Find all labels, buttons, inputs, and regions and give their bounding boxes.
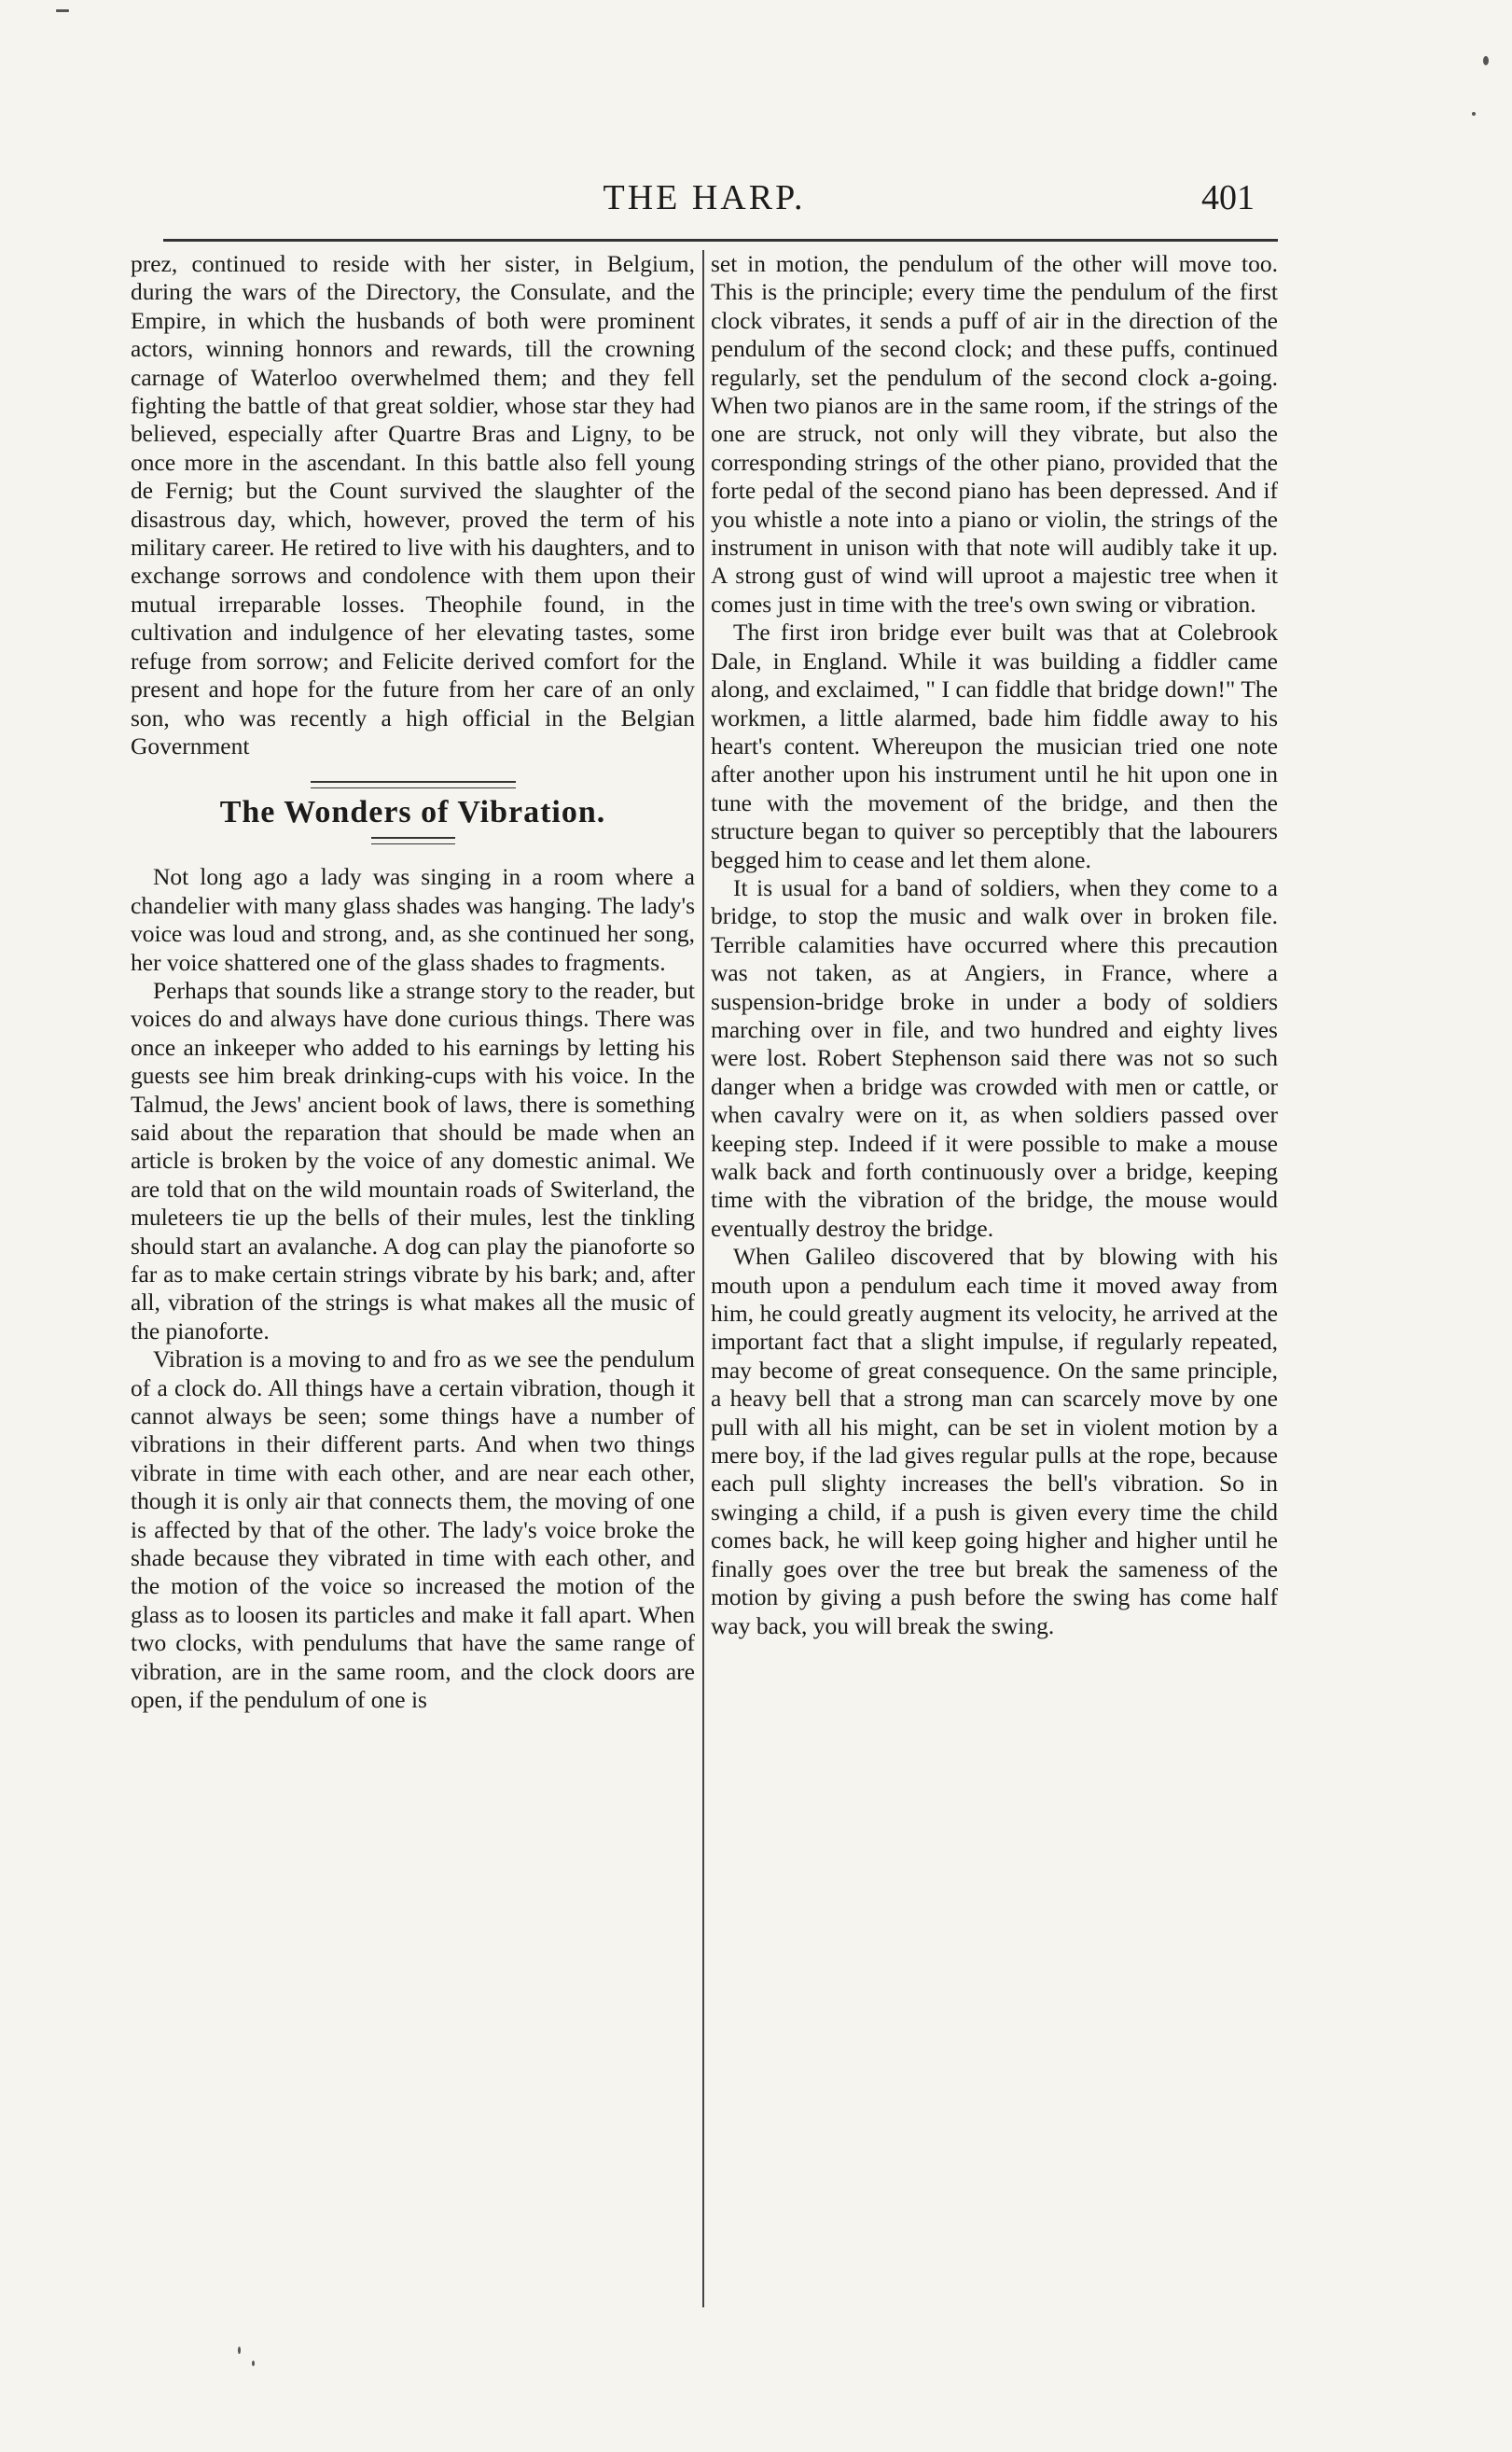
article-paragraph: It is usual for a band of soldiers, when they come to a bridge, to stop the music and walk over in broken file. Terrible calamities have occurred where this precaution was not taken, as at Angiers, in France, where a suspension-bridge broke in under a body of soldiers marching over in file, and two hundred and eighty lives were lost. Robert Stephenson said there was not so such danger when a bridge was crowded with men or cattle, or when cavalry were on it, as when soldiers passed over keeping step. Indeed if it were possible to make a mouse walk back and forth continuously over a bridge, keeping time with the vibration of the bridge, the mouse would eventually destroy the bridge. [711, 873, 1278, 1242]
title-ornament-rule [371, 837, 455, 844]
article-paragraph: Not long ago a lady was singing in a room where a chandelier with many glass shades was hanging. The lady's voice was loud and strong, and, as she continued her song, her voice shattered one of the glass shades to fragments. [131, 863, 695, 976]
article-paragraph: When Galileo discovered that by blowing with his mouth upon a pendulum each time it moved away from him, he could greatly augment its velocity, he arrived at the important fact that a slight impulse, if regularly repeated, may become of great consequence. On the same principle, a heavy bell that a strong man can scarcely move by one pull with all his might, can be set in violent motion by a mere boy, if the lad gives regular pulls at the rope, because each pull slighty increases the bell's vibration. So in swinging a child, if a push is given every time the child comes back, he will keep going higher and higher until he finally goes over the tree but break the sameness of the motion by giving a push before the swing has come half way back, you will break the swing. [711, 1243, 1278, 1639]
article-paragraph: Perhaps that sounds like a strange story to the reader, but voices do and always have done curious things. There was once an inkeeper who added to his earnings by letting his guests see him break drinking-cups with his voice. In the Talmud, the Jews' ancient book of laws, there is something said about the reparation that should be made when an article is broken by the voice of any domestic animal. We are told that on the wild mountain roads of Switerland, the muleteers tie up the bells of their mules, lest the tinkling should start an avalanche. A dog can play the pianoforte so far as to make certain strings vibrate by his bark; and, after all, vibration of the strings is what makes all the music of the pianoforte. [131, 976, 695, 1344]
article-title-block [131, 781, 695, 844]
article-paragraph: set in motion, the pendulum of the other will move too. This is the principle; every time the pendulum of the first clock vibrates, it sends a puff of air in the direction of the pendulum of the second clock; and these puffs, continued regularly, set the pendulum of the second clock a-going. When two pianos are in the same room, if the strings of the one are struck, not only will they vibrate, but also the corresponding strings of the other piano, provided that the forte pedal of the second piano has been depressed. And if you whistle a note into a piano or violin, the strings of the instrument in unison with that note will audibly take it up. A strong gust of wind will uproot a majestic tree when it comes just in time with the tree's own swing or vibration. [711, 250, 1278, 618]
scan-speck [1472, 112, 1476, 116]
continued-paragraph: prez, continued to reside with her sister, in Belgium, during the wars of the Directory, the Consulate, and the Empire, in which the husbands of both were prominent actors, winning honnors and rewards, till the crowning carnage of Waterloo overwhelmed them; and they fell fighting the battle of that great soldier, whose star they had believed, especially after Quartre Bras and Ligny, to be once more in the ascendant. In this battle also fell young de Fernig; but the Count survived the slaughter of the disastrous day, which, however, proved the term of his military career. He retired to live with his daughters, and to exchange sorrows and condolence with them upon their mutual irreparable losses. Theophile found, in the cultivation and indulgence of her elevating tastes, some refuge from sorrow; and Felicite derived comfort for the present and hope for the future from her care of an only son, who was recently a high official in the Belgian Government [131, 250, 695, 759]
left-column [131, 250, 695, 1715]
right-column [711, 250, 1278, 1640]
page-header [131, 177, 1278, 233]
article-paragraph: Vibration is a moving to and fro as we see the pendulum of a clock do. All things have a certain vibration, though it cannot always be seen; some things have a number of vibrations in their different parts. And when two things vibrate in time with each other, and are near each other, though it is only air that connects them, the moving of one is affected by that of the other. The lady's voice broke the shade because they vibrated in time with each other, and the motion of the voice so increased the motion of the glass as to loosen its particles and make it fall apart. When two clocks, with pendulums that have the same range of vibration, are in the same room, and the clock doors are open, if the pendulum of one is [131, 1345, 695, 1714]
scan-speck [56, 9, 69, 12]
header-rule [163, 239, 1278, 242]
scan-speck [1483, 56, 1489, 65]
article-title: The Wonders of Vibration. [219, 795, 606, 830]
article-paragraph: The first iron bridge ever built was that at Colebrook Dale, in England. While it was building a fiddler came along, and exclaimed, " I can fiddle that bridge down!" The workmen, a little alarmed, bade him fiddle away to his heart's content. Whereupon the musician tried one note after another upon his instrument until he hit upon one in tune with the movement of the bridge, and then the structure began to quiver so perceptibly that the labourers begged him to cease and let them alone. [711, 619, 1278, 873]
running-title: THE HARP. [603, 178, 806, 217]
scan-speck [252, 2361, 255, 2366]
title-ornament-rule [311, 781, 516, 788]
page-number: 401 [1201, 178, 1255, 217]
scan-speck [238, 2347, 241, 2354]
column-divider [702, 250, 704, 2307]
